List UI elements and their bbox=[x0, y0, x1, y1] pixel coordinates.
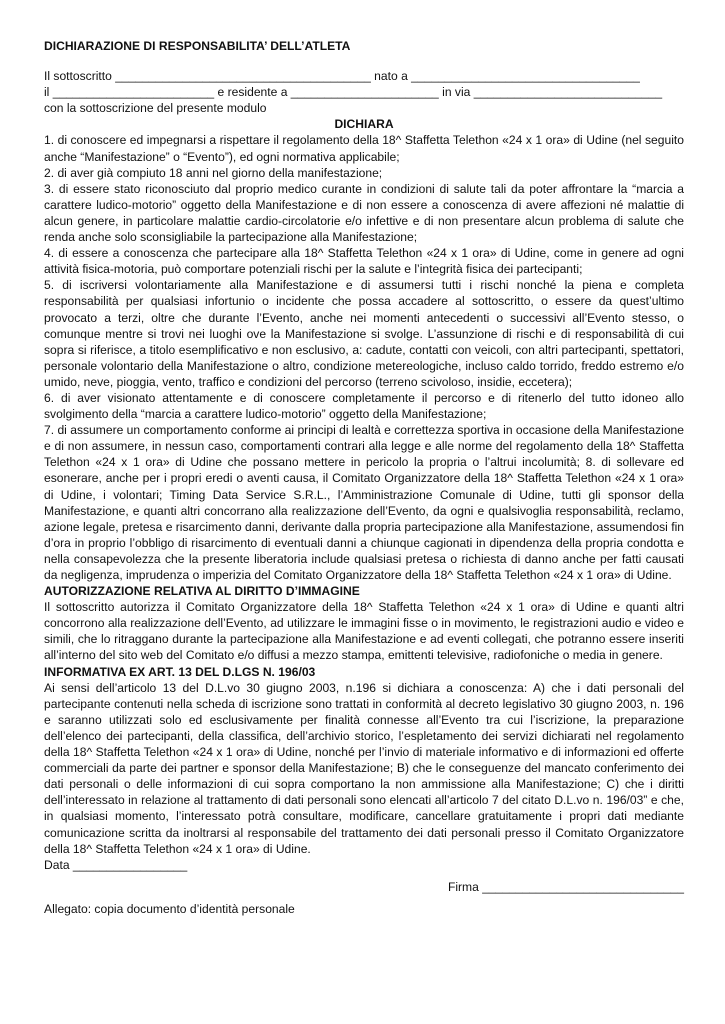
declaration-item: 4. di essere a conoscenza che partecipare alla 18^ Staffetta Telethon «24 x 1 ora» di Udine, come in genere ad ogni attività fisica-motoria, può comportare potenziali rischi per la salute e l’integrità fisica dei partecipanti; bbox=[44, 246, 684, 277]
personal-data-block bbox=[44, 68, 684, 116]
declaration-item: 7. di assumere un comportamento conforme ai principi di lealtà e correttezza sportiva in occasione della Manifestazione e di non assumere, in nessun caso, comportamenti contrari alla legge e alle norme del regolamento della 18^ Staffetta Telethon «24 x 1 ora» di Udine che possano mettere in pericolo la propria o l’altrui incolumità; 8. di sollevare ed esonerare, anche per i propri eredi o aventi causa, il Comitato Organizzatore della 18^ Staffetta Telethon «24 x 1 ora» di Udine, i volontari; Timing Data Service S.R.L., l’Amministrazione Comunale di Udine, tutti gli sponsor della Manifestazione, e quanti altri concorrano alla realizzazione dell’Evento, da ogni e qualsivoglia responsabilità, reclamo, azione legale, pretesa e risarcimento danni, derivante dalla propria partecipazione alla Manifestazione, assumendosi fin d’ora in proprio l’obbligo di risarcimento di eventuali danni a chiunque cagionati in dipendenza della propria condotta e nella consapevolezza che la presente liberatoria include qualsiasi pretesa o richiesta di danno anche per fatti causati da negligenza, imprudenza o imperizia del Comitato Organizzatore della 18^ Staffetta Telethon «24 x 1 ora» di Udine. bbox=[44, 423, 685, 582]
header-line-subscription: con la sottoscrizione del presente modulo bbox=[44, 101, 267, 116]
dichiara-heading: DICHIARA bbox=[334, 117, 394, 132]
declaration-item: 1. di conoscere ed impegnarsi a rispettare il regolamento della 18^ Staffetta Telethon «24 x 1 ora» di Udine (nel seguito anche “Manifestazione” o “Evento”), ed ogni normativa applicabile; bbox=[44, 133, 684, 164]
signature-field: Firma ______________________________ bbox=[447, 879, 684, 894]
header-line-name-birthplace: Il sottoscritto ______________________________________ nato a __________________________________ bbox=[44, 69, 640, 84]
declaration-item: 2. di aver già compiuto 18 anni nel giorno della manifestazione; bbox=[44, 165, 383, 180]
image-rights-text: Il sottoscritto autorizza il Comitato Organizzatore della 18^ Staffetta Telethon «24 x 1 ora» di Udine e quanti altri concorrono alla realizzazione dell’Evento, ad utilizzare le immagini fisse o in movimento, le registrazioni audio e video e simili, che lo ritraggano durante la partecipazione alla Manifestazione e ad eventi collegati, che potranno essere inseriti all’interno del sito web del Comitato e/o diffusi a mezzo stampa, emittenti televisive, radiofoniche o media in genere. bbox=[44, 600, 684, 663]
date-field: Data _________________ bbox=[44, 857, 188, 872]
privacy-heading: INFORMATIVA EX ART. 13 DEL D.LGS N. 196/03 bbox=[44, 664, 316, 679]
declaration-item: 3. di essere stato riconosciuto dal proprio medico curante in condizioni di salute tali da poter affrontare la “marcia a carattere ludico-motorio” oggetto della Manifestazione e di non essere a conoscenza di avere affezioni né malattie di alcun genere, in particolare malattie cardio-circolatorie e/o infettive e di non presentare alcun problema di salute che renda anche solo sconsigliabile la partecipazione alla Manifestazione; bbox=[44, 181, 684, 245]
declaration-items bbox=[44, 132, 684, 583]
privacy-text: Ai sensi dell’articolo 13 del D.L.vo 30 giugno 2003, n.196 si dichiara a conoscenza: A) che i dati personali del partecipante contenuti nella scheda di iscrizione sono trattati in conformità al decreto legislativo 30 giugno 2003, n. 196 e saranno utilizzati solo ed esclusivamente per finalità connesse all’Evento tra cui l’iscrizione, la preparazione dell’elenco dei partecipanti, della classifica, dell’archivio storico, l’espletamento dei servizi dichiarati nel regolamento della 18^ Staffetta Telethon «24 x 1 ora» di Udine, nonché per l’invio di materiale informativo e di informazioni ed offerte commerciali da parte dei partner e sponsor della Manifestazione; B) che le conseguenze del mancato conferimento dei dati personali o delle informazioni di cui sopra comportano la non ammissione alla Manifestazione; C) che i diritti dell’interessato in relazione al trattamento di dati personali sono elencati all’articolo 7 del citato D.L.vo n. 196/03” e che, in qualsiasi momento, l’interessato potrà consultare, modificare, cancellare gratuitamente i propri dati mediante comunicazione scritta da inoltrarsi al responsabile del trattamento dei dati personali presso il Comitato Organizzatore della 18^ Staffetta Telethon «24 x 1 ora» di Udine. bbox=[44, 680, 684, 856]
header-line-date-residence: il ________________________ e residente a ______________________ in via ____________________________ bbox=[44, 85, 663, 100]
attachment-note: Allegato: copia documento d’identità personale bbox=[44, 901, 295, 916]
declaration-item: 6. di aver visionato attentamente e di conoscere completamente il percorso e di ritenerlo del tutto idoneo allo svolgimento della “marcia a carattere ludico-motorio” oggetto della Manifestazione; bbox=[44, 390, 684, 422]
declaration-document bbox=[44, 38, 684, 917]
image-rights-heading: AUTORIZZAZIONE RELATIVA AL DIRITTO D’IMMAGINE bbox=[44, 584, 360, 599]
declaration-item: 5. di iscriversi volontariamente alla Manifestazione e di assumersi tutti i rischi nonché la piena e completa responsabilità per qualsiasi infortunio o incidente che possa accadere al sottoscritto, o essere da quest’ultimo provocato a terzi, oltre che durante l’Evento, anche nei momenti antecedenti o successivi all’Evento stesso, o comunque mentre si trovi nei luoghi ove la Manifestazione si svolge. L’assunzione di rischi e di responsabilità di cui sopra si riferisce, a titolo esemplificativo e non esclusivo, a: cadute, contatti con veicoli, con altri partecipanti, spettatori, personale volontario della Manifestazione o altro, condizione metereologiche, incluso caldo torrido, freddo estremo e/o umido, neve, pioggia, vento, traffico e condizioni del percorso (terreno scivoloso, insidie, eccetera); bbox=[44, 278, 684, 389]
document-title: DICHIARAZIONE DI RESPONSABILITA’ DELL’ATLETA bbox=[44, 39, 351, 53]
